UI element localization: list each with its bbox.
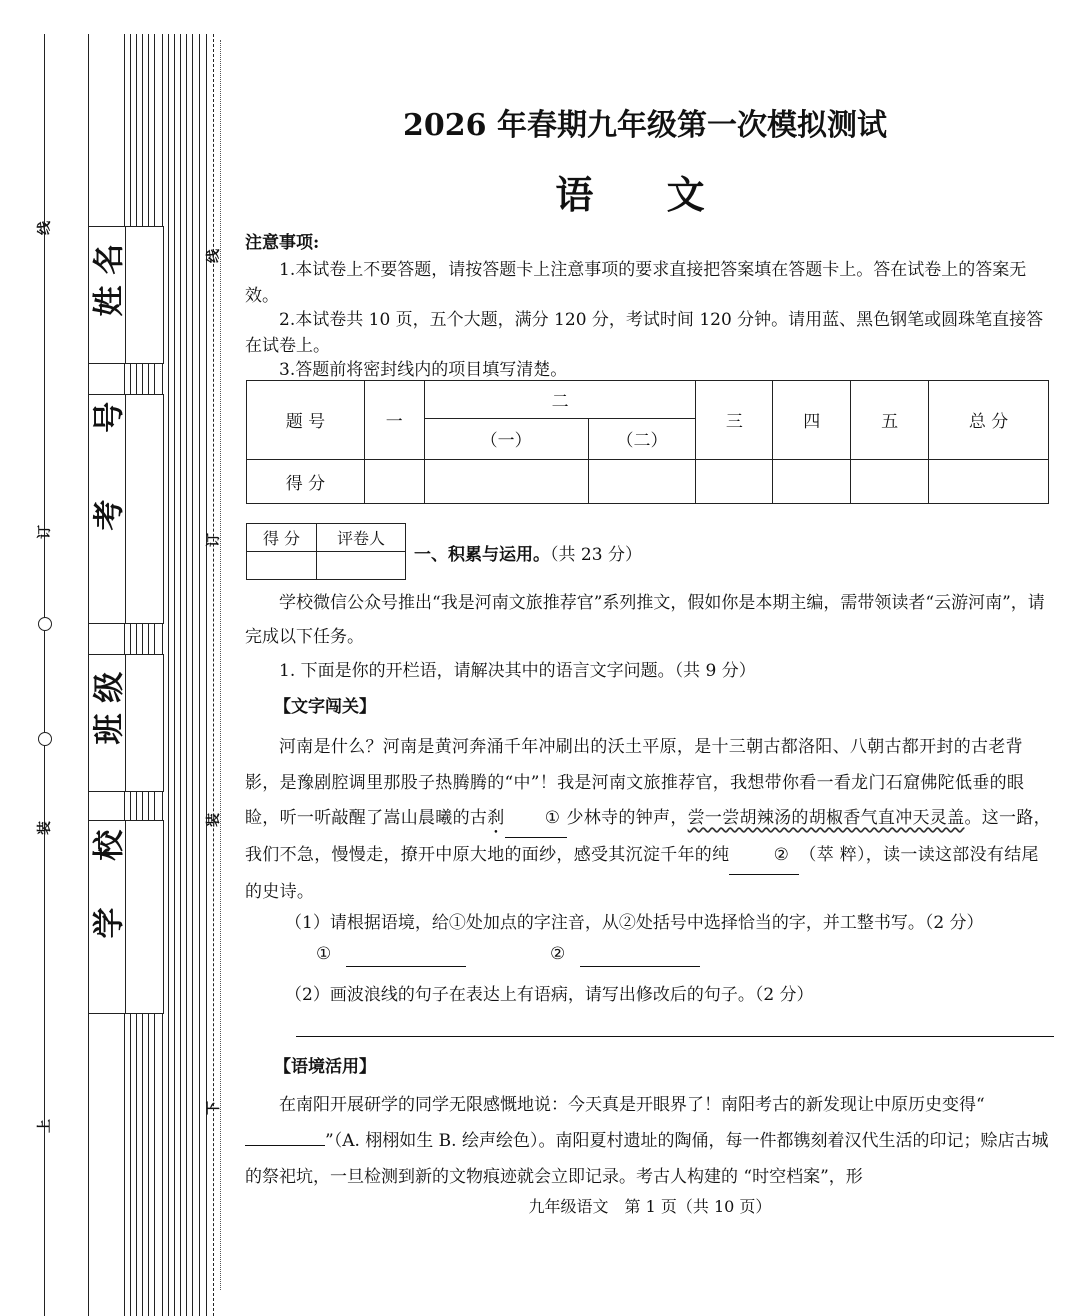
col-section-2-sub1: （一） — [424, 419, 588, 459]
class-label: 班 级 — [91, 671, 128, 745]
grader-name-cell[interactable] — [316, 552, 405, 580]
answer-line-sub2[interactable] — [296, 1035, 1054, 1037]
blank-2[interactable]: ② — [729, 838, 799, 875]
score-table — [246, 380, 1049, 504]
score-cell[interactable] — [929, 459, 1049, 503]
col-section-3: 三 — [696, 381, 773, 460]
score-cell[interactable] — [364, 459, 424, 503]
cut-mark-up: 上 — [37, 1119, 53, 1133]
cut-mark-line: 线 — [37, 221, 53, 235]
passage-2: 在南阳开展研学的同学无限感慨地说：今天真是开眼界了！南阳考古的新发现让中原历史变得“”（A. 栩栩如生 B. 绘声绘色）。南阳夏村遗址的陶俑，每一件都镌刻着汉代生活的印记；赊店古城的祭祀坑，一旦检测到新的文物痕迹就会立即记录。考古人构建的 “时空档案”，形 — [245, 1095, 1049, 1187]
answer-1-line[interactable] — [346, 965, 466, 967]
answer-1-label: ① — [316, 944, 332, 964]
score-cell[interactable] — [773, 459, 851, 503]
sub-question-2: （2）画波浪线的句子在表达上有语病，请写出修改后的句子。（2 分） — [285, 985, 814, 1005]
exam-number-label: 考 号 — [91, 373, 128, 531]
notice-item: 1.本试卷上不要答题，请按答题卡上注意事项的要求直接把答案填在答题卡上。答在试卷上的答案无效。 — [245, 260, 1027, 306]
sub-question-1: （1）请根据语境，给①处加点的字注音，从②处括号中选择恰当的字，并工整书写。（2 分） — [285, 913, 984, 933]
cut-mark-staple: 装 — [37, 821, 53, 835]
col-section-4: 四 — [773, 381, 851, 460]
score-cell[interactable] — [588, 459, 696, 503]
grader-score-label: 得 分 — [247, 524, 317, 552]
notice-heading: 注意事项: — [245, 233, 320, 253]
grader-name-label: 评卷人 — [316, 524, 405, 552]
passage-1: 河南是什么？河南是黄河奔涌千年冲刷出的沃土平原，是十三朝古都洛阳、八朝古都开封的古老背影，是豫剧腔调里那股子热腾腾的“中”！我是河南文旅推荐官，我想带你看一看龙门石窟佛陀低垂的眼睑，听一听敲醒了嵩山晨曦的古刹 ① 少林寺的钟声，尝一尝胡辣汤的胡椒香气直冲天灵盖。这一路，我们不急，慢慢走，撩开中原大地的面纱，感受其沉淀千年的纯 ② （萃 粹），读一读这部没有结尾的史诗。 — [245, 737, 1051, 902]
col-section-2-sub2: （二） — [588, 419, 696, 459]
binding-hole-icon — [38, 732, 52, 746]
score-cell[interactable] — [696, 459, 773, 503]
col-section-5: 五 — [851, 381, 929, 460]
cut-mark-line-2: 线 — [206, 249, 222, 263]
dotted-char: 刹 — [487, 808, 505, 828]
wavy-sentence: 尝一尝胡辣汤的胡椒香气直冲天灵盖 — [687, 808, 965, 828]
exam-title: 2026 年春期九年级第一次模拟测试 — [403, 108, 887, 143]
part1-title: 【文字闯关】 — [274, 697, 376, 717]
section1-heading: 一、积累与运用。（共 23 分） — [414, 545, 642, 565]
subject-title: 语 文 — [555, 172, 735, 217]
cut-mark-bind-2: 订 — [206, 533, 222, 547]
school-label: 学 校 — [91, 811, 128, 939]
answer-2-line[interactable] — [580, 965, 700, 967]
section1-intro: 学校微信公众号推出“我是河南文旅推荐官”系列推文，假如你是本期主编，需带领读者“云游河南”，请完成以下任务。 — [245, 593, 1045, 647]
col-section-1: 一 — [364, 381, 424, 460]
score-cell[interactable] — [424, 459, 588, 503]
question-1: 1. 下面是你的开栏语，请解决其中的语言文字问题。（共 9 分） — [279, 661, 756, 681]
col-total: 总 分 — [929, 381, 1049, 460]
cut-mark-bind: 订 — [37, 525, 53, 539]
notice-item: 3.答题前将密封线内的项目填写清楚。 — [279, 360, 568, 380]
col-section-2: 二 — [424, 381, 696, 419]
part2-title: 【语境活用】 — [274, 1057, 376, 1077]
name-label: 姓 名 — [91, 243, 128, 317]
binding-hole-icon — [38, 617, 52, 631]
answer-2-label: ② — [550, 944, 566, 964]
cut-mark-staple-2: 装 — [206, 813, 222, 827]
score-row-header: 得 分 — [247, 459, 365, 503]
grader-box — [246, 523, 406, 580]
blank-3[interactable] — [245, 1145, 325, 1146]
blank-1[interactable]: ① — [505, 801, 567, 838]
notice-item: 2.本试卷共 10 页，五个大题，满分 120 分，考试时间 120 分钟。请用蓝、黑色钢笔或圆珠笔直接答在试卷上。 — [245, 310, 1044, 356]
grader-score-cell[interactable] — [247, 552, 317, 580]
score-cell[interactable] — [851, 459, 929, 503]
cut-mark-down: 下 — [206, 1101, 222, 1115]
page-footer: 九年级语文 第 1 页（共 10 页） — [528, 1197, 772, 1216]
question-number-header: 题 号 — [247, 381, 365, 460]
